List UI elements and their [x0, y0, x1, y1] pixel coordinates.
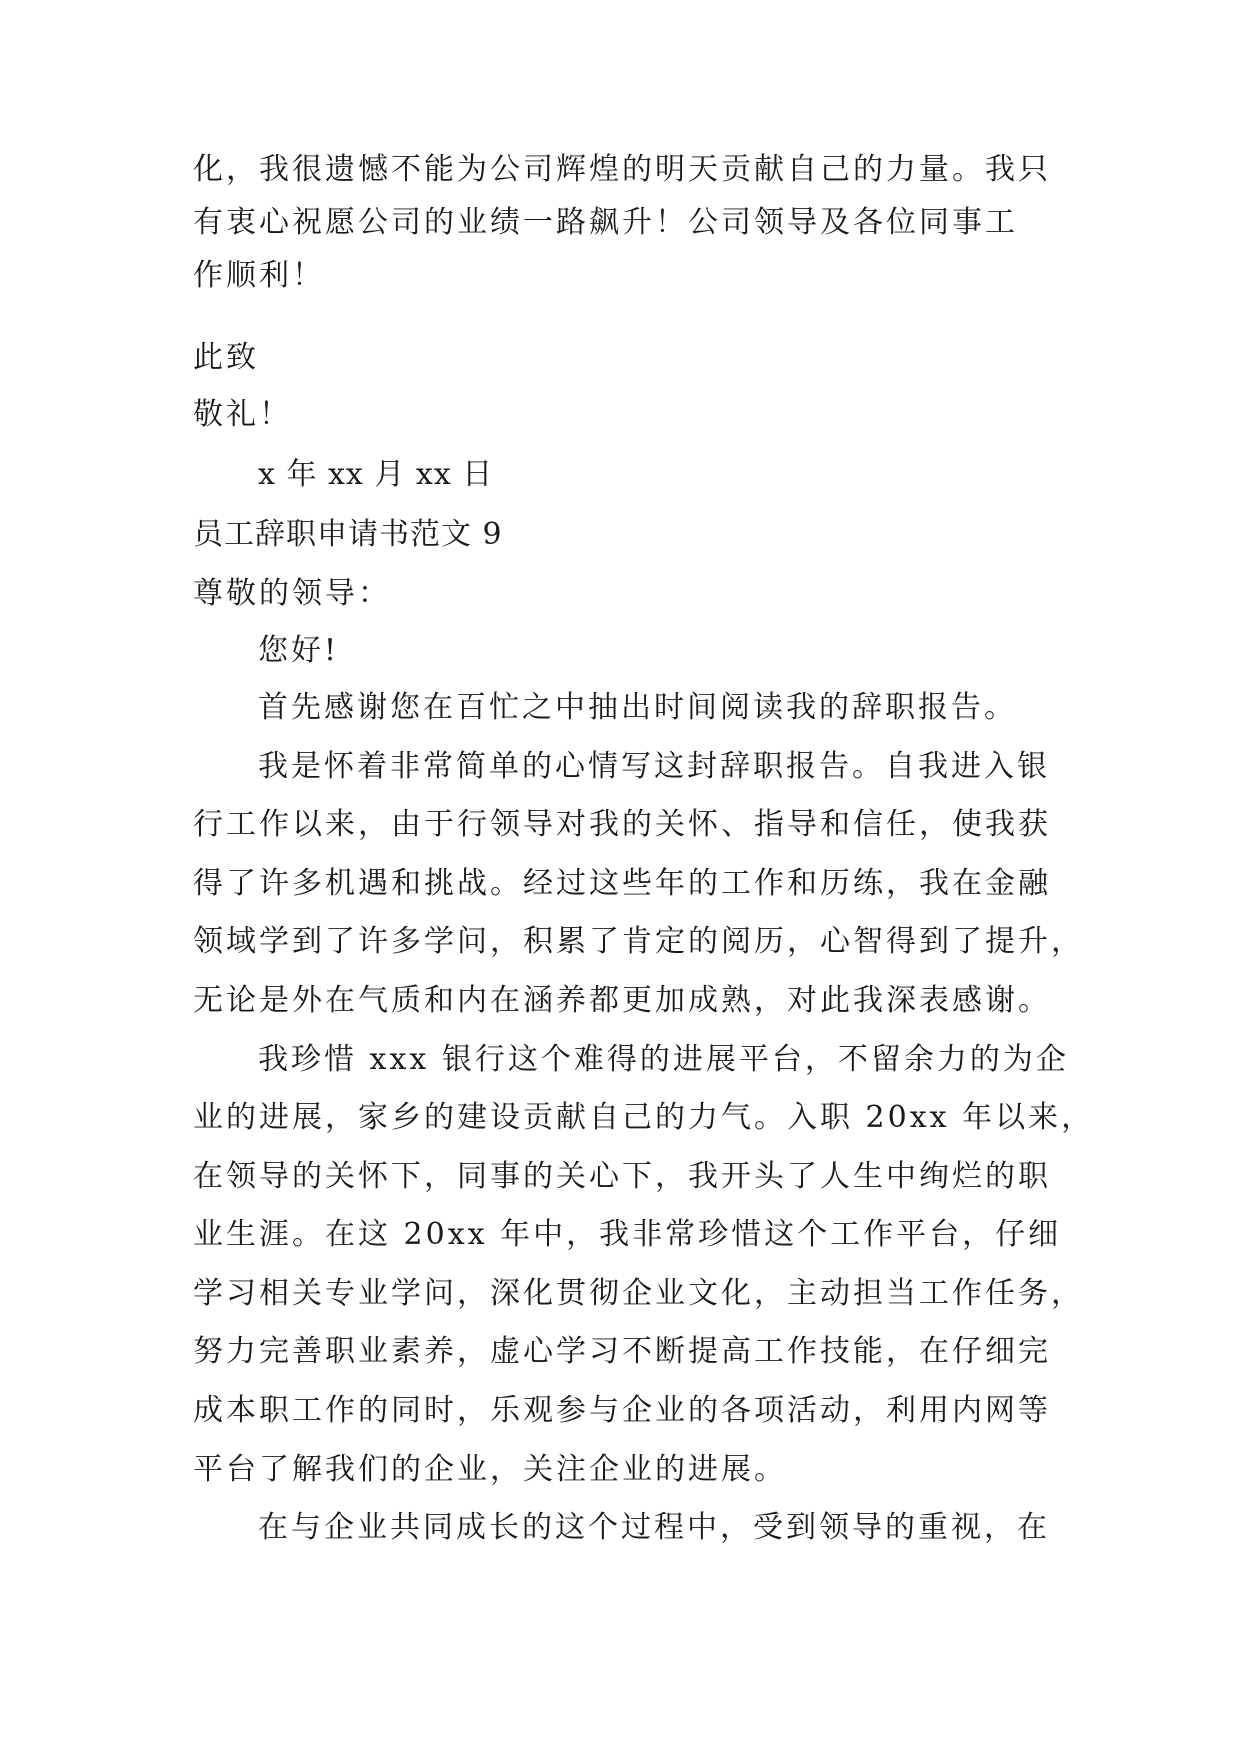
paragraph-line: 努力完善职业素养，虚心学习不断提高工作技能，在仔细完: [193, 1334, 1051, 1369]
paragraph-line: 成本职工作的同时，乐观参与企业的各项活动，利用内网等: [193, 1393, 1051, 1428]
section-title: 员工辞职申请书范文 9: [193, 517, 503, 552]
body-line: 化，我很遗憾不能为公司辉煌的明天贡献自己的力量。我只: [193, 152, 1051, 187]
paragraph-line: 学习相关专业学问，深化贯彻企业文化，主动担当工作任务，: [193, 1276, 1084, 1311]
greeting: 您好!: [258, 633, 340, 668]
paragraph-line: 在领导的关怀下，同事的关心下，我开头了人生中绚烂的职: [193, 1159, 1051, 1194]
paragraph-line: 平台了解我们的企业，关注企业的进展。: [193, 1452, 787, 1487]
paragraph-line: 首先感谢您在百忙之中抽出时间阅读我的辞职报告。: [258, 690, 1017, 725]
paragraph-line: 在与企业共同成长的这个过程中，受到领导的重视，在: [258, 1510, 1050, 1545]
greeting-recipient: 尊敬的领导：: [193, 576, 391, 611]
paragraph-line: 无论是外在气质和内在涵养都更加成熟，对此我深表感谢。: [193, 983, 1051, 1018]
paragraph-line: 业生涯。在这 20xx 年中，我非常珍惜这个工作平台，仔细: [193, 1217, 1062, 1252]
body-line: 有衷心祝愿公司的业绩一路飙升！公司领导及各位同事工: [193, 205, 1018, 240]
body-line: 作顺利！: [193, 258, 325, 293]
letter-date: x 年 xx 月 xx 日: [258, 457, 494, 492]
paragraph-line: 领域学到了许多学问，积累了肯定的阅历，心智得到了提升，: [193, 924, 1084, 959]
paragraph-line: 业的进展，家乡的建设贡献自己的力气。入职 20xx 年以来，: [193, 1100, 1095, 1135]
paragraph-line: 行工作以来，由于行领导对我的关怀、指导和信任，使我获: [193, 807, 1051, 842]
closing-salutation: 此致: [193, 340, 259, 375]
paragraph-line: 我是怀着非常简单的心情写这封辞职报告。自我进入银: [258, 749, 1050, 784]
paragraph-line: 我珍惜 xxx 银行这个难得的进展平台，不留余力的为企: [258, 1042, 1069, 1077]
paragraph-line: 得了许多机遇和挑战。经过这些年的工作和历练，我在金融: [193, 866, 1051, 901]
closing-regards: 敬礼！: [193, 397, 292, 432]
